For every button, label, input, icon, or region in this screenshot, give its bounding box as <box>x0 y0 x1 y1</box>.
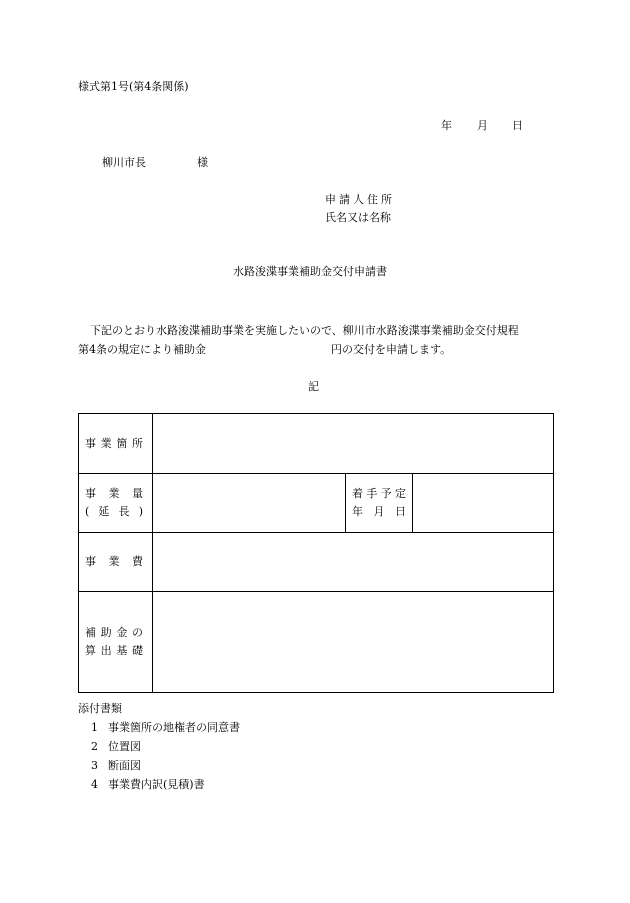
attachment-number: 2 <box>91 740 98 753</box>
applicant-name-label: 氏名又は名称 <box>325 211 391 224</box>
location-value-cell[interactable] <box>153 414 554 474</box>
addressee-honorific: 様 <box>197 156 208 169</box>
attachment-text: 事業箇所の地権者の同意書 <box>108 721 240 734</box>
basis-label-cell <box>79 592 153 693</box>
body-line-2-part-2: 円の交付を申請します。 <box>331 343 452 356</box>
start-date-label: 着手予定 <box>352 487 406 500</box>
start-date-sublabel: 年月日 <box>352 505 406 518</box>
ki-label: 記 <box>308 380 319 393</box>
attachment-number: 4 <box>91 778 98 791</box>
attachment-text: 位置図 <box>108 740 141 753</box>
application-table <box>78 413 554 693</box>
date-day-label: 日 <box>512 119 523 132</box>
date-year-label: 年 <box>441 119 452 132</box>
cost-label: 事業費 <box>85 555 143 568</box>
location-label-cell <box>79 414 153 474</box>
basis-sublabel: 算出基礎 <box>85 644 143 657</box>
quantity-label-cell <box>79 474 153 533</box>
attachment-number: 3 <box>91 759 98 772</box>
start-date-label-cell <box>346 474 413 533</box>
location-label: 事業箇所 <box>85 436 143 450</box>
body-line-1: 下記のとおり水路浚渫補助事業を実施したいので、柳川市水路浚渫事業補助金交付規程 <box>90 324 519 337</box>
cost-label-cell <box>79 533 153 592</box>
start-date-value-cell[interactable] <box>413 474 554 533</box>
quantity-label: 事業量 <box>85 487 143 500</box>
basis-label: 補助金の <box>85 626 143 639</box>
body-line-2-part-1: 第4条の規定により補助金 <box>78 343 206 356</box>
attachments-heading: 添付書類 <box>78 702 122 715</box>
attachment-text: 事業費内訳(見積)書 <box>108 778 205 791</box>
cost-value-cell[interactable] <box>153 533 554 592</box>
document-title: 水路浚渫事業補助金交付申請書 <box>233 265 387 278</box>
form-number: 様式第1号(第4条関係) <box>78 80 189 93</box>
quantity-value-cell[interactable] <box>153 474 346 533</box>
attachment-number: 1 <box>91 721 98 734</box>
addressee-name: 柳川市長 <box>102 156 146 169</box>
attachment-text: 断面図 <box>108 759 141 772</box>
date-month-label: 月 <box>477 119 488 132</box>
basis-value-cell[interactable] <box>153 592 554 693</box>
applicant-address-label: 申請人住所 <box>325 193 395 206</box>
quantity-sublabel: (延長) <box>85 505 143 518</box>
